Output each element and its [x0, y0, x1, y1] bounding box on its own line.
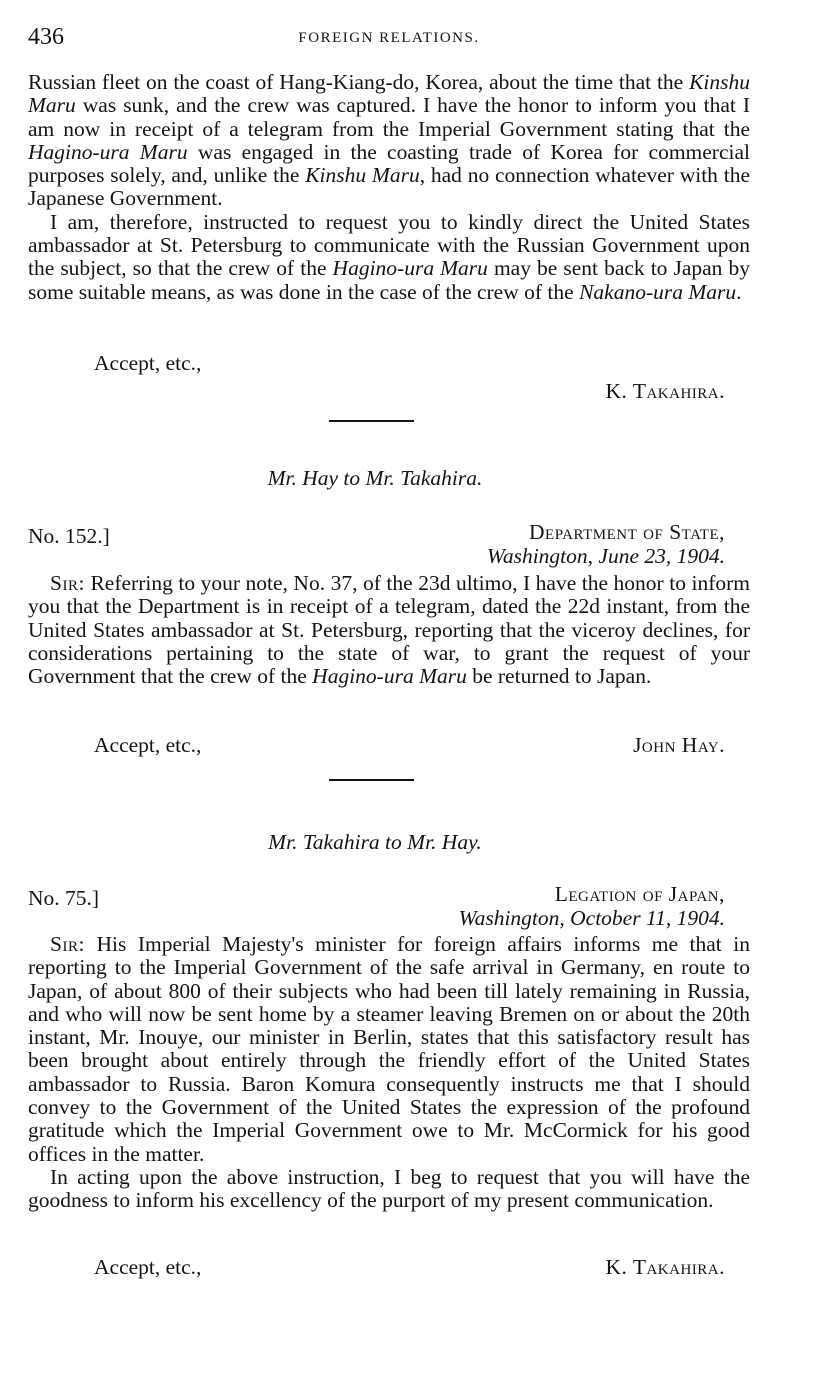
paragraph: Sir: Referring to your note, No. 37, of the 23d ultimo, I have the honor to inform you that the Department is in receipt of a telegram, dated the 22d instant, from the United States ambassador at St. Petersburg, reporting that the viceroy declines, for considerations pertaining to the state of war, to grant the request of your Government that the crew of the Hagino-ura Maru be returned to Japan. [28, 571, 750, 689]
salutation: Sir: [50, 571, 85, 595]
sender: Legation of Japan, [554, 882, 725, 906]
paragraph: Sir: His Imperial Majesty's minister for foreign affairs informs me that in reporting to the Imperial Government of the safe arrival in Germany, en route to Japan, of about 800 of their subjects who had been till lately remaining in Russia, and who will now be sent home by a steamer leaving Bremen on or about the 20th instant, Mr. Inouye, our minister in Berlin, states that this satisfactory result has been brought about entirely through the friendly effort of the United States ambassador to Russia. Baron Komura consequently instructs me that I should convey to the Government of the United States the expression of the profound gratitude which the Imperial Government owe to Mr. McCormick for his good offices in the matter. [28, 932, 750, 1166]
running-title: FOREIGN RELATIONS. [298, 30, 480, 46]
place-date: Washington, October 11, 1904. [458, 906, 725, 930]
page-number: 436 [28, 24, 64, 50]
ship-name: Kinshu Maru [305, 163, 420, 188]
paragraph: I am, therefore, instructed to request you to kindly direct the United States ambassador at St. Petersburg to communicate with the Russian Government upon the subject, so that the crew of the Hagino-ura Maru may be sent back to Japan by some suitable means, as was done in the case of the crew of the Nakano-ura Maru. [28, 209, 750, 304]
place-date: Washington, June 23, 1904. [486, 544, 725, 568]
signature: John Hay. [633, 733, 725, 757]
paragraph: Russian fleet on the coast of Hang-Kiang-do, Korea, about the time that the Kinshu Maru was sunk, and the crew was captured. I have the honor to inform you that I am now in receipt of a telegram from the Imperial Government stating that the Hagino-ura Maru was engaged in the coasting trade of Korea for commercial purposes solely, and, unlike the Kinshu Maru, had no connection whatever with the Japanese Government. [28, 70, 750, 211]
document-number: No. 152.] [28, 524, 110, 548]
closing: Accept, etc., [94, 1255, 202, 1279]
signature: K. Takahira. [605, 1255, 725, 1279]
letter-heading: Mr. Hay to Mr. Takahira. [267, 466, 483, 490]
closing: Accept, etc., [94, 351, 202, 375]
closing: Accept, etc., [94, 733, 202, 757]
page-header [28, 24, 750, 54]
letter-body [28, 933, 750, 1213]
letter-heading: Mr. Takahira to Mr. Hay. [268, 830, 482, 854]
letter-continuation [28, 71, 750, 304]
ship-name: Kinshu Maru [28, 70, 750, 118]
divider-rule [329, 420, 414, 422]
document-number: No. 75.] [28, 886, 100, 910]
paragraph: In acting upon the above instruction, I beg to request that you will have the goodness to inform his excellency of the purport of my present communication. [28, 1164, 750, 1213]
sender-address [487, 520, 725, 568]
ship-name: Hagino-ura Maru [312, 664, 467, 689]
letter-body [28, 572, 750, 688]
salutation: Sir: [50, 932, 85, 956]
divider-rule [329, 779, 414, 781]
sender: Department of State, [529, 520, 725, 544]
ship-name: Hagino-ura Maru [332, 256, 488, 281]
signature: K. Takahira. [605, 379, 725, 403]
sender-address [459, 882, 725, 930]
ship-name: Nakano-ura Maru [579, 279, 737, 304]
ship-name: Hagino-ura Maru [28, 139, 188, 164]
